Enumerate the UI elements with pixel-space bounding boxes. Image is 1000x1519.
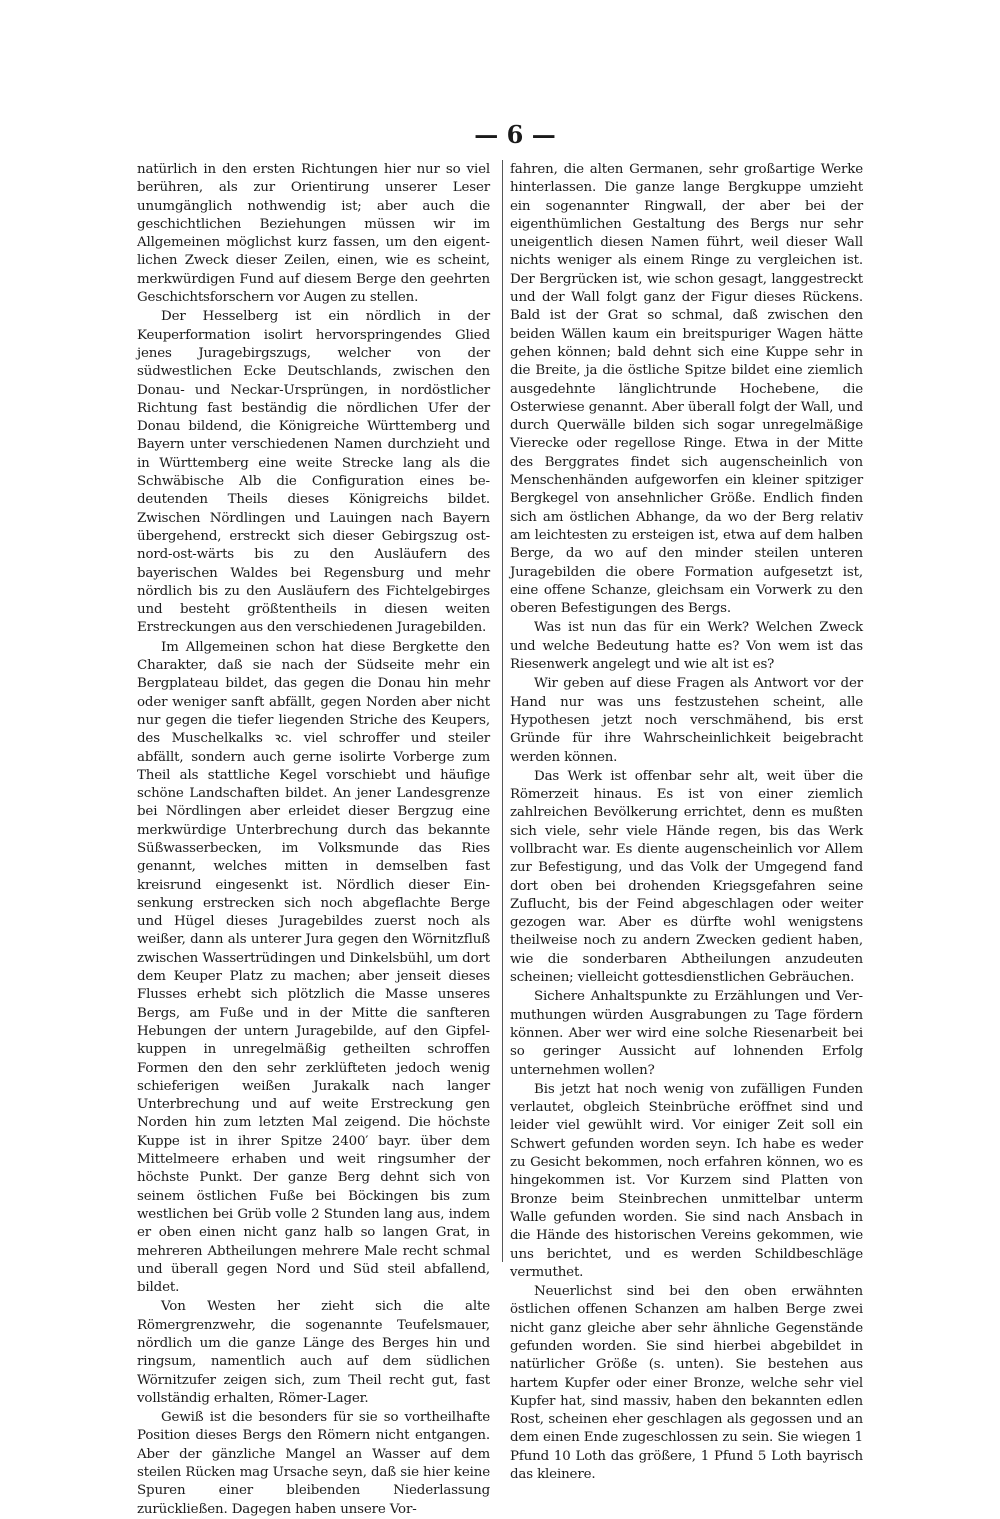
paragraph: Bis jetzt hat noch wenig von zufälligen Funden verlautet, obgleich Steinbrüche eröffnet sind und leider viel gewühlt wird. Vor einiger Zeit soll ein Schwert gefunden worden seyn. Ich habe es weder zu Gesicht bekommen, noch erfahren können, wo es hingekommen ist. Vor Kurzem sind Platten von Bronze beim Steinbrechen unmittelbar unterm Walle gefunden worden. Sie sind nach Ansbach in die Hände des historischen Vereins gekommen, wie uns berichtet, und es werden Schildbeschläge vermuthet. <box>510 1081 863 1280</box>
column-divider <box>502 160 503 1262</box>
left-column <box>137 161 490 1519</box>
right-column <box>510 161 863 1484</box>
paragraph: Das Werk ist offenbar sehr alt, weit über die Römerzeit hinaus. Es ist von einer ziemlich zahlreichen Bevölkerung errichtet, denn es mußten sich viele, sehr viele Hände regen, bis das Werk vollbracht war. Es diente augenscheinlich vor Allem zur Befestigung, und das Volk der Umgegend fand dort oben bei drohenden Kriegsgefahren seine Zuflucht, bis der Feind abgeschlagen oder weiter gezogen war. Aber es dürfte wohl wenigstens theilweise noch zu andern Zwecken gedient haben, wie die sonderbaren Abtheilungen anzudeuten scheinen; vielleicht gottesdienstlichen Gebräuchen. <box>510 768 863 986</box>
paragraph: Was ist nun das für ein Werk? Welchen Zweck und welche Bedeutung hatte es? Von wem ist das Riesenwerk angelegt und wie alt ist es? <box>510 620 863 673</box>
paragraph: Im Allgemeinen schon hat diese Bergkette den Charakter, daß sie nach der Südseite mehr ein Bergplateau bildet, das gegen die Donau hin mehr oder weniger sanft abfällt, gegen Norden aber nicht nur gegen die tiefer liegenden Striche des Keupers, des Muschelkalks ꝛc. viel schroffer und steiler abfällt, sondern auch gerne isolirte Vorberge zum Theil als stattliche Kegel vorschiebt und häufige schöne Landschaften bildet. An jener Landesgrenze bei Nördlingen aber erleidet dieser Bergzug eine merkwürdige Unterbrechung durch das bekannte Süßwasserbecken, im Volksmunde das Ries genannt, welches mitten in demselben fast kreisrund eingesenkt ist. Nördlich dieser Einsenkung erstrecken sich noch abgeflachte Berge und Hügel dieses Juragebildes zuerst noch als weißer, dann als unterer Jura gegen den Wörnitzfluß zwischen Wassertrüdingen und Dinkelsbühl, um dort dem Keuper Platz zu machen; aber jenseit dieses Flusses erhebt sich plötzlich die Masse unseres Bergs, am Fuße und in der Mitte die sanfteren Hebungen der untern Juragebilde, auf den Gipfelkuppen in unregelmäßig getheilten schroffen Formen den den sehr zerklüfteten jedoch wenig schieferigen weißen Jurakalk nach langer Unterbrechung und auf weite Erstreckung gen Norden hin zum letzten Mal zeigend. Die höchste Kuppe ist in ihrer Spitze 2400′ bayr. über dem Mittelmeere erhaben und weit ringsumher der höchste Punkt. Der ganze Berg dehnt sich von seinem östlichen Fuße bei Böckingen bis zum westlichen bei Grüb volle 2 Stunden lang aus, indem er oben einen nicht ganz halb so langen Grat, in mehreren Abtheilungen mehrere Male recht schmal und überall gegen Nord und Süd steil abfallend, bildet. <box>137 639 490 1296</box>
paragraph: Neuerlichst sind bei den oben erwähnten östlichen offenen Schanzen am halben Berge zwei nicht ganz gleiche aber sehr ähnliche Gegenstände gefunden worden. Sie sind hierbei abgebildet in natürlicher Größe (s. unten). Sie bestehen aus hartem Kupfer oder einer Bronze, welche sehr viel Kupfer hat, sind massiv, haben den bekannten edlen Rost, scheinen eher geschlagen als gegossen und an dem einen Ende zugeschlossen zu sein. Sie wiegen 1 Pfund 10 Loth das größere, 1 Pfund 5 Loth bayrisch das kleinere. <box>510 1284 863 1483</box>
paragraph: Gewiß ist die besonders für sie so vortheilhafte Position dieses Bergs den Römern nicht entgangen. Aber der gänzliche Mangel an Wasser auf dem steilen Rücken mag Ursache seyn, daß sie hier keine Spuren einer bleibenden Niederlassung zurückließen. Dagegen haben unsere Vor- <box>137 1410 490 1517</box>
paragraph: natürlich in den ersten Richtungen hier nur so viel berühren, als zur Orientirung unserer Leser unumgänglich nothwendig ist; aber auch die geschichtlichen Beziehungen müssen wir im Allgemeinen möglichst kurz fassen, um den eigentlichen Zweck dieser Zeilen, einen, wie es scheint, merkwürdigen Fund auf diesem Berge den geehrten Geschichtsforschern vor Augen zu stellen. <box>137 162 490 306</box>
paragraph: Der Hesselberg ist ein nördlich in der Keuperformation isolirt hervorspringendes Glied jenes Juragebirgszugs, welcher von der südwestlichen Ecke Deutschlands, zwischen den Donau- und Neckar-Ursprüngen, in nordöstlicher Richtung fast beständig die nördlichen Ufer der Donau bildend, die Königreiche Württemberg und Bayern unter verschiedenen Namen durchzieht und in Württemberg eine weite Strecke lang als die Schwäbische Alb die Configuration eines bedeutenden Theils dieses Königreichs bildet. Zwischen Nördlingen und Lauingen nach Bayern übergehend, erstreckt sich dieser Gebirgszug ost-nord-ost-wärts bis zu den Ausläufern des bayerischen Waldes bei Regensburg und mehr nördlich bis zu den Ausläufern des Fichtelgebirges und besteht größtentheils in diesen weiten Erstreckungen aus den verschiedenen Juragebilden. <box>137 309 490 636</box>
paragraph: Von Westen her zieht sich die alte Römergrenzwehr, die sogenannte Teufelsmauer, nördlich um die ganze Länge des Berges hin und ringsum, namentlich auch auf dem südlichen Wörnitzufer zeigen sich, zum Theil recht gut, fast vollständig erhalten, Römer-Lager. <box>137 1299 490 1406</box>
paragraph: Sichere Anhaltspunkte zu Erzählungen und Vermuthungen würden Ausgrabungen zu Tage fördern können. Aber wer wird eine solche Riesenarbeit bei so geringer Aussicht auf lohnenden Erfolg unternehmen wollen? <box>510 989 863 1078</box>
page-number: — 6 — <box>474 120 556 149</box>
paragraph: Wir geben auf diese Fragen als Antwort vor der Hand nur was uns festzustehen scheint, alle Hypothesen jetzt noch verschmähend, bis erst Gründe für ihre Wahrscheinlichkeit beigebracht werden können. <box>510 676 863 765</box>
paragraph: fahren, die alten Germanen, sehr großartige Werke hinterlassen. Die ganze lange Bergkuppe umzieht ein sogenannter Ringwall, der aber bei der eigenthümlichen Gestaltung des Bergs nur sehr uneigentlich diesen Namen führt, weil dieser Wall nichts weniger als einem Ringe zu vergleichen ist. Der Bergrücken ist, wie schon gesagt, langgestreckt und der Wall folgt ganz der Figur dieses Rückens. Bald ist der Grat so schmal, daß zwischen den beiden Wällen kaum ein breitspuriger Wagen hätte gehen können; bald dehnt sich eine Kuppe sehr in die Breite, ja die östliche Spitze bildet eine ziemlich ausgedehnte länglichtrunde Hochebene, die Osterwiese genannt. Aber überall folgt der Wall, und durch Querwälle bilden sich sogar unregelmäßige Vierecke oder regellose Ringe. Etwa in der Mitte des Berggrates findet sich augenscheinlich von Menschenhänden aufgeworfen ein kleiner spitziger Bergkegel von ansehnlicher Größe. Endlich finden sich am östlichen Abhange, da wo der Berg relativ am leichtesten zu ersteigen ist, etwa auf dem halben Berge, da wo auf den minder steilen unteren Juragebilden die obere Formation aufgesetzt ist, eine offene Schanze, gleichsam ein Vorwerk zu den oberen Befestigungen des Bergs. <box>510 162 863 617</box>
